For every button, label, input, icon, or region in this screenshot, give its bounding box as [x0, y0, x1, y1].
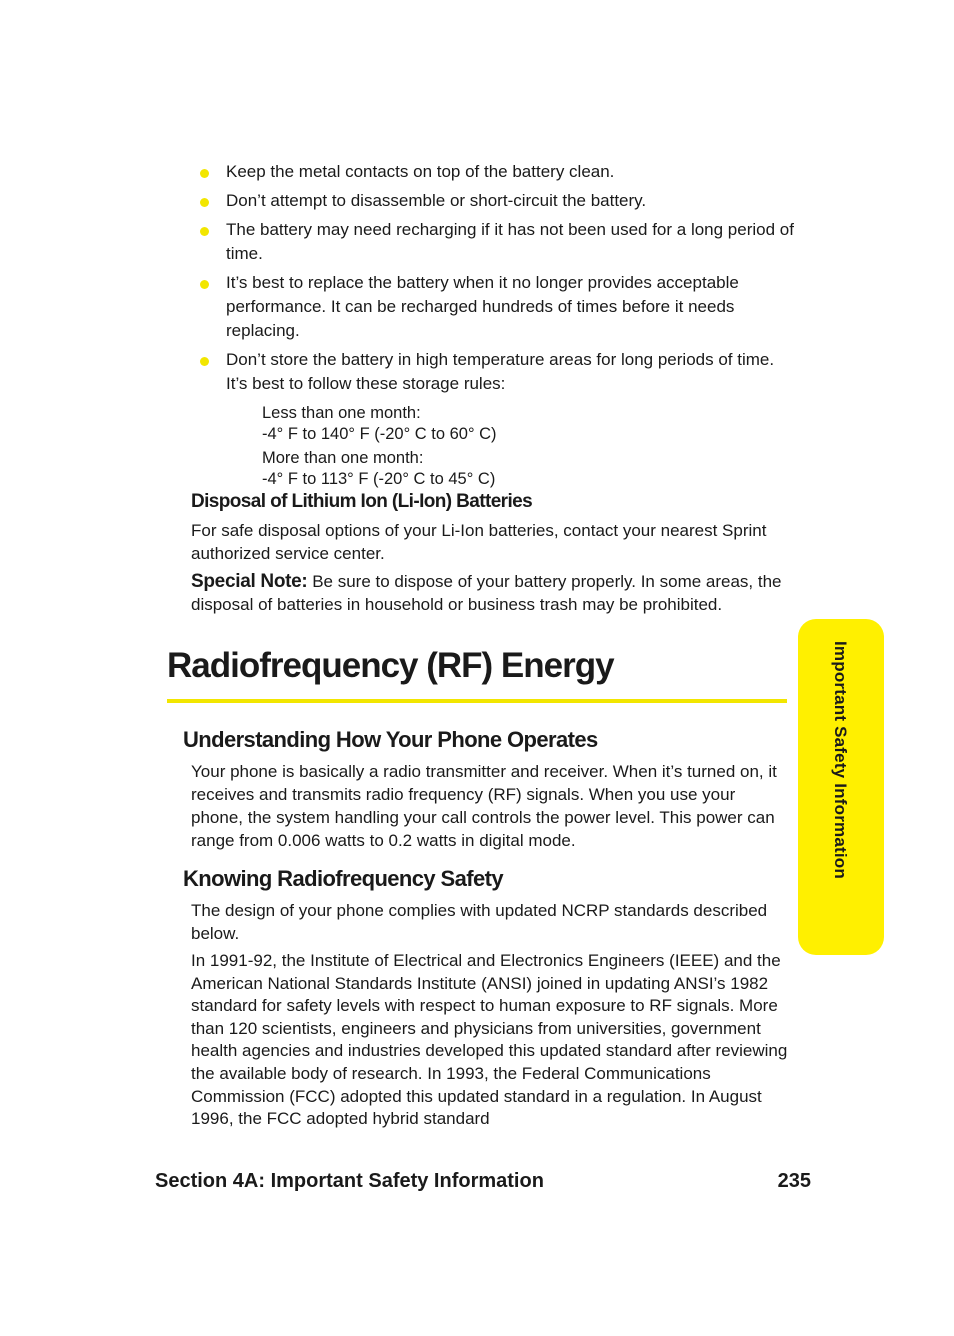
knowing-heading: Knowing Radiofrequency Safety — [183, 866, 503, 891]
understanding-text: Your phone is basically a radio transmitter and receiver. When it’s turned on, it receives and transmits radio frequency (RF) signals. When you use your phone, the system handling your call controls the power level. This power can range from 0.006 watts to 0.2 watts in digital mode. — [191, 762, 777, 850]
battery-care-list — [198, 160, 798, 401]
bullet-dot-icon — [200, 357, 209, 366]
storage-short-label: Less than one month: — [262, 404, 421, 422]
storage-rules — [262, 403, 497, 493]
page-title: Radiofrequency (RF) Energy — [167, 646, 614, 685]
design-text: The design of your phone complies with updated NCRP standards described below. — [191, 901, 768, 943]
list-item: Don’t attempt to disassemble or short-circuit the battery. — [198, 189, 798, 213]
special-note-text: Be sure to dispose of your battery properly. In some areas, the disposal of batteries in household or business trash may be prohibited. — [191, 572, 782, 614]
bullet-dot-icon — [200, 169, 209, 178]
page-footer — [155, 1170, 811, 1193]
bullet-dot-icon — [200, 227, 209, 236]
bullet-dot-icon — [200, 198, 209, 207]
storage-long-range: -4° F to 113° F (-20° C to 45° C) — [262, 470, 496, 488]
bullet-dot-icon — [200, 280, 209, 289]
understanding-heading: Understanding How Your Phone Operates — [183, 727, 598, 752]
storage-long-label: More than one month: — [262, 449, 424, 467]
history-text: In 1991-92, the Institute of Electrical and Electronics Engineers (IEEE) and the American National Standards Institute (ANSI) joined in updating ANSI’s 1982 standard for safety levels with respect to human exposure to RF signals. More than 120 scientists, engineers and physicians from universities, government health agencies and industries developed this updated standard after reviewing the available body of research. In 1993, the Federal Communications Commission (FCC) adopted this updated standard in a regulation. In August 1996, the FCC adopted hybrid standard — [191, 951, 788, 1129]
storage-long-term — [262, 448, 497, 490]
special-note — [191, 570, 791, 616]
list-item: Keep the metal contacts on top of the battery clean. — [198, 160, 798, 184]
storage-short-range: -4° F to 140° F (-20° C to 60° C) — [262, 425, 497, 443]
list-item: It’s best to replace the battery when it no longer provides acceptable performance. It can be recharged hundreds of times before it needs replacing. — [198, 271, 798, 343]
list-item: Don’t store the battery in high temperature areas for long periods of time. It’s best to follow these storage rules: — [198, 348, 798, 396]
page-number: 235 — [777, 1170, 811, 1192]
footer-section-title: Section 4A: Important Safety Information — [155, 1170, 544, 1192]
disposal-heading: Disposal of Lithium Ion (Li-Ion) Batteries — [191, 491, 533, 512]
storage-short-term — [262, 403, 497, 445]
side-tab-label: Important Safety Information — [831, 641, 850, 879]
list-item: The battery may need recharging if it has not been used for a long period of time. — [198, 218, 798, 266]
disposal-text: For safe disposal options of your Li-Ion batteries, contact your nearest Sprint authorized service center. — [191, 521, 767, 563]
special-note-label: Special Note: — [191, 571, 308, 592]
title-divider — [167, 699, 787, 703]
